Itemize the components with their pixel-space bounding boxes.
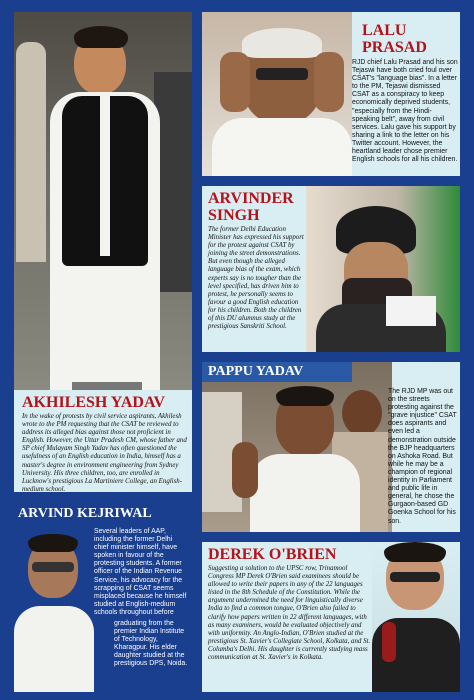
kejriwal-text-bottom: graduating from the premier Indian Institute of Technology, Kharagpur. His elder daughter studied at the prestigious DPS, Noida. [114, 620, 188, 668]
pappu-name: PAPPU YADAV [202, 362, 352, 382]
lalu-name-line1: LALU [362, 22, 407, 39]
kejriwal-text-top: Several leaders of AAP, including the former Delhi chief minister himself, have spoken in favour of the protesting students. A former officer of the Indian Revenue Service, his advocacy for the scrapping of CSAT seems misplaced because he himself studied at English-medium schools throughout before [94, 528, 187, 616]
derek-photo [372, 542, 460, 692]
derek-panel [202, 542, 460, 692]
akhilesh-photo [14, 12, 192, 390]
arvinder-text: The former Delhi Education Minister has expressed his support for the protest against CSAT by joining the street demonstrations. But even though the alleged language bias of the exam, which experts say is no tougher than the level specified, has driven him to protest, he personally seems to favour a good English education for his children. Both the children of this DU alumnus study at the prestigious Sanskriti School. [208, 226, 304, 331]
lalu-photo [202, 12, 352, 176]
lalu-text: RJD chief Lalu Prasad and his son Tejaswi have both cried foul over CSAT's "language bias". In a letter to the PM, Tejaswi dismissed CSAT as a conspiracy to keep economically deprived students, "especially from the Hindi-speaking belt", away from civil services. Lalu gave his support by sharing a link to the letter on his Twitter account. However, the heartland leader chose premier English schools for all his children. [352, 59, 458, 164]
akhilesh-panel [14, 12, 192, 492]
derek-name: DEREK O'BRIEN [208, 546, 337, 563]
derek-text: Suggesting a solution to the UPSC row, Trinamool Congress MP Derek O'Brien said examinees should be allowed to write their papers in any of the 22 languages listed in the 8th Schedule of the Constitution. While the argument undermined the need for linguistically diverse India to find a common tongue, O'Brien also failed to clarify how papers written in 22 different languages, with as many examiners, would be evaluated objectively and with uniformity. An Anglo-Indian, O'Brien studied at the prestigious St. Xavier's Collegiate School, Kolkata, and St. Columba's Delhi. His daughter is currently studying mass communication at St. Xavier's in Kolkata. [208, 565, 371, 662]
arvinder-panel [202, 186, 460, 352]
pappu-panel [202, 362, 460, 532]
lalu-panel [202, 12, 460, 176]
kejriwal-photo [14, 526, 94, 692]
arvinder-name-line1: ARVINDER [208, 190, 294, 207]
pappu-photo [202, 362, 392, 532]
kejriwal-panel [14, 500, 192, 692]
kejriwal-name: ARVIND KEJRIWAL [18, 506, 152, 521]
akhilesh-name: AKHILESH YADAV [22, 394, 166, 411]
arvinder-photo [306, 186, 460, 352]
akhilesh-text: In the wake of protests by civil service aspirants, Akhilesh wrote to the PM requesting that the CSAT be reviewed to address its alleged bias against those not proficient in English. However, the Uttar Pradesh CM, whose father and SP chief Mulayam Singh Yadav has often questioned the usefulness of an English education in India, himself has a master's degree in environment engineering from Sydney University. His three children, too, are enrolled in Lucknow's prestigious La Martiniere College, an English-medium school. [22, 413, 187, 492]
arvinder-name-line2: SINGH [208, 207, 260, 224]
pappu-text: The RJD MP was out on the streets protesting against the "grave injustice" CSAT does aspirants and even led a demonstration outside the BJP headquarters on Ashoka Road. But while he may be a champion of regional identity in Parliament and public life in general, he chose the Gurgaon-based GD Goenka School for his son. [388, 388, 457, 525]
lalu-name-line2: PRASAD [362, 39, 427, 56]
